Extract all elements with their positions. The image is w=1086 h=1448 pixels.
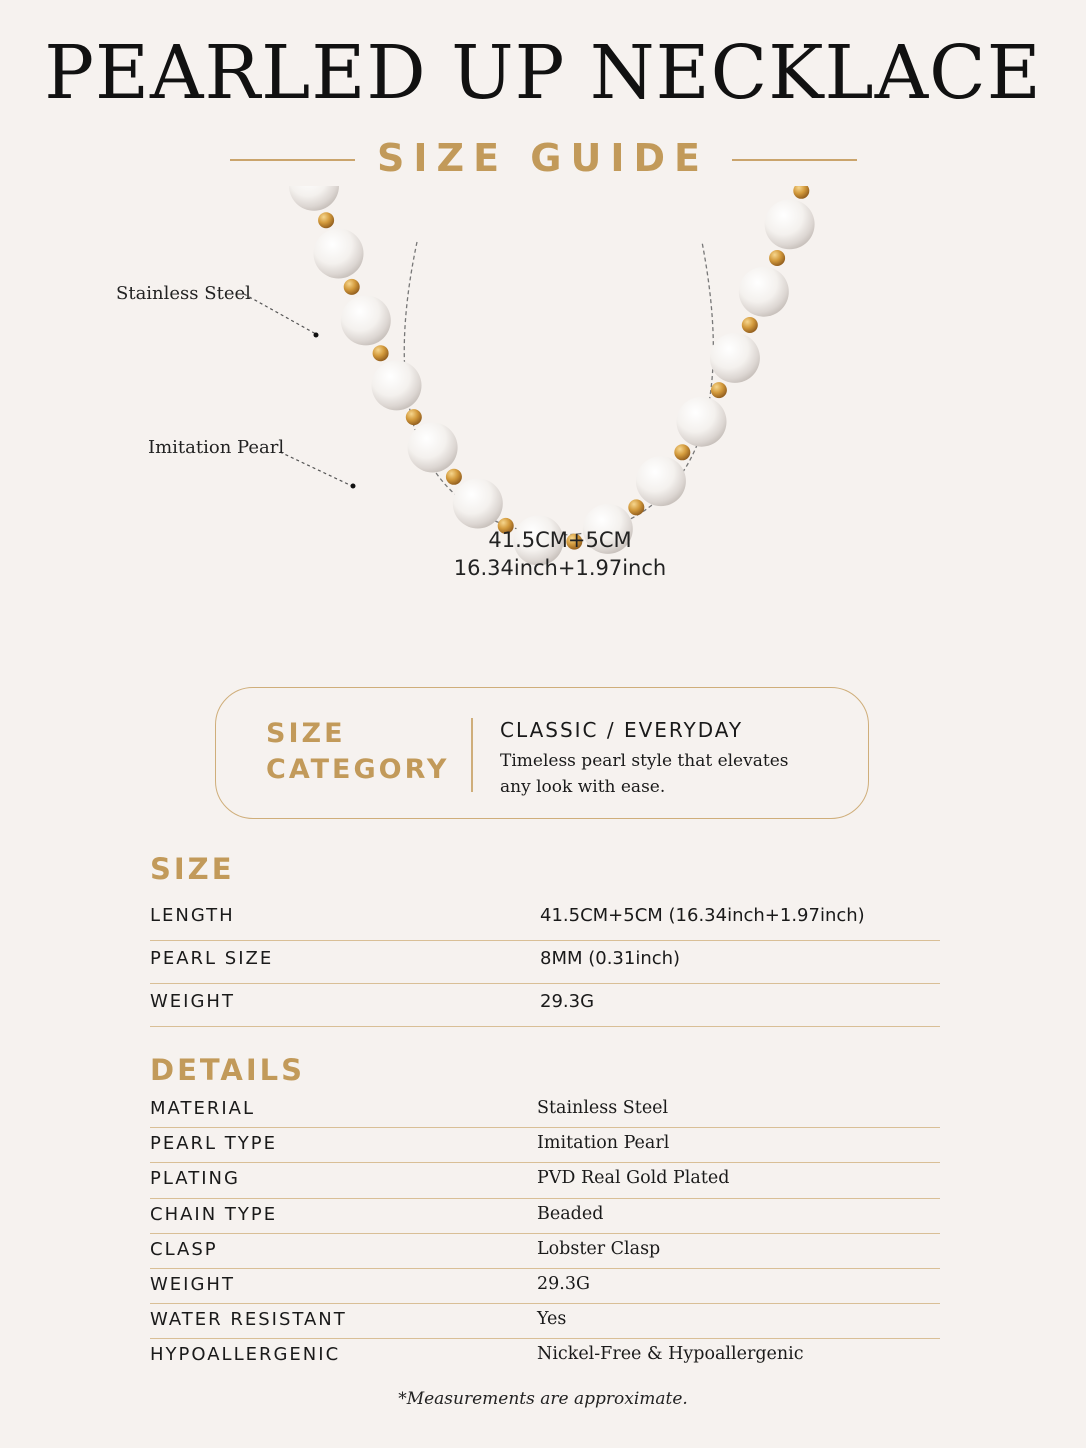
size-category-desc-line2: any look with ease. [500,777,666,797]
pearl-bead [739,267,789,317]
pearl-bead [408,423,458,473]
details-row [150,1304,940,1339]
details-row [150,1269,940,1304]
size-category-label [266,716,456,788]
measure-cm: 41.5CM+5CM [488,528,632,552]
details-row-key: WATER RESISTANT [150,1309,347,1331]
details-heading: DETAILS [150,1053,306,1087]
size-category-title: CLASSIC / EVERYDAY [500,718,744,742]
details-row-value: Stainless Steel [537,1098,669,1118]
pearl-bead [341,295,391,345]
subtitle-row [0,134,1086,186]
callout-line-steel [244,294,316,334]
callout-line-pearl [280,452,352,486]
gold-bead [446,469,462,485]
details-row [150,1234,940,1269]
page-title: PEARLED UP NECKLACE [44,30,1042,116]
gold-bead [373,345,389,361]
size-category-desc-line1: Timeless pearl style that elevates [500,751,789,771]
size-row-key: WEIGHT [150,991,235,1012]
details-row [150,1093,940,1128]
details-row [150,1199,940,1234]
details-row-value: Yes [537,1309,567,1330]
gold-bead [711,382,727,398]
size-heading: SIZE [150,852,235,886]
details-row [150,1163,940,1198]
details-table [150,1093,940,1374]
details-row-key: PEARL TYPE [150,1133,278,1155]
size-category-label-line1: SIZE [266,718,346,749]
gold-bead [674,444,690,460]
size-category-label-line2: CATEGORY [266,754,450,785]
details-row-value: Beaded [537,1203,604,1224]
callout-stainless-steel: Stainless Steel [116,283,251,304]
pearl-bead [677,397,727,447]
callout-dot-steel [314,333,319,338]
pearl-bead [453,479,503,529]
size-row-key: LENGTH [150,905,235,926]
subtitle-rule-right [732,159,857,161]
details-row-value: Nickel-Free & Hypoallergenic [537,1344,804,1365]
size-row-value: 41.5CM+5CM (16.34inch+1.97inch) [540,905,865,926]
size-category-description [500,748,830,800]
size-row [150,941,940,984]
details-row-key: MATERIAL [150,1098,255,1119]
gold-bead [318,212,334,228]
gold-bead [406,409,422,425]
details-row-key: CHAIN TYPE [150,1203,278,1225]
pearl-bead [372,360,422,410]
details-row-value: PVD Real Gold Plated [537,1168,730,1189]
size-table [150,898,940,1027]
details-row [150,1339,940,1373]
footnote: *Measurements are approximate. [398,1389,688,1409]
pearl-bead [314,229,364,279]
details-row-key: WEIGHT [150,1273,235,1295]
pearl-bead [636,456,686,506]
details-row-value: Lobster Clasp [537,1238,661,1259]
measure-inch: 16.34inch+1.97inch [453,556,667,580]
pearl-bead [289,186,339,211]
size-category-divider [471,718,473,792]
size-category-box [215,687,869,819]
details-row-key: CLASP [150,1238,218,1260]
necklace-illustration [0,186,1086,666]
size-row-key: PEARL SIZE [150,948,274,969]
details-row-key: HYPOALLERGENIC [150,1344,341,1366]
gold-bead [793,186,809,199]
details-row-key: PLATING [150,1168,240,1190]
length-measurement [400,526,720,582]
necklace-diagram [0,186,1086,666]
gold-bead [769,250,785,266]
size-row-value: 8MM (0.31inch) [540,948,681,969]
size-row [150,984,940,1027]
gold-bead [628,499,644,515]
details-row-value: Imitation Pearl [537,1133,670,1154]
details-row-value: 29.3G [537,1273,590,1294]
bead-strand [289,186,815,565]
gold-bead [344,279,360,295]
gold-bead [742,317,758,333]
pearl-bead [765,199,815,249]
size-row-value: 29.3G [540,991,595,1012]
callout-dot-pearl [351,484,356,489]
details-row [150,1128,940,1163]
subtitle: SIZE GUIDE [377,136,709,180]
callout-imitation-pearl: Imitation Pearl [148,437,285,458]
pearl-bead [710,333,760,383]
size-row [150,898,940,941]
